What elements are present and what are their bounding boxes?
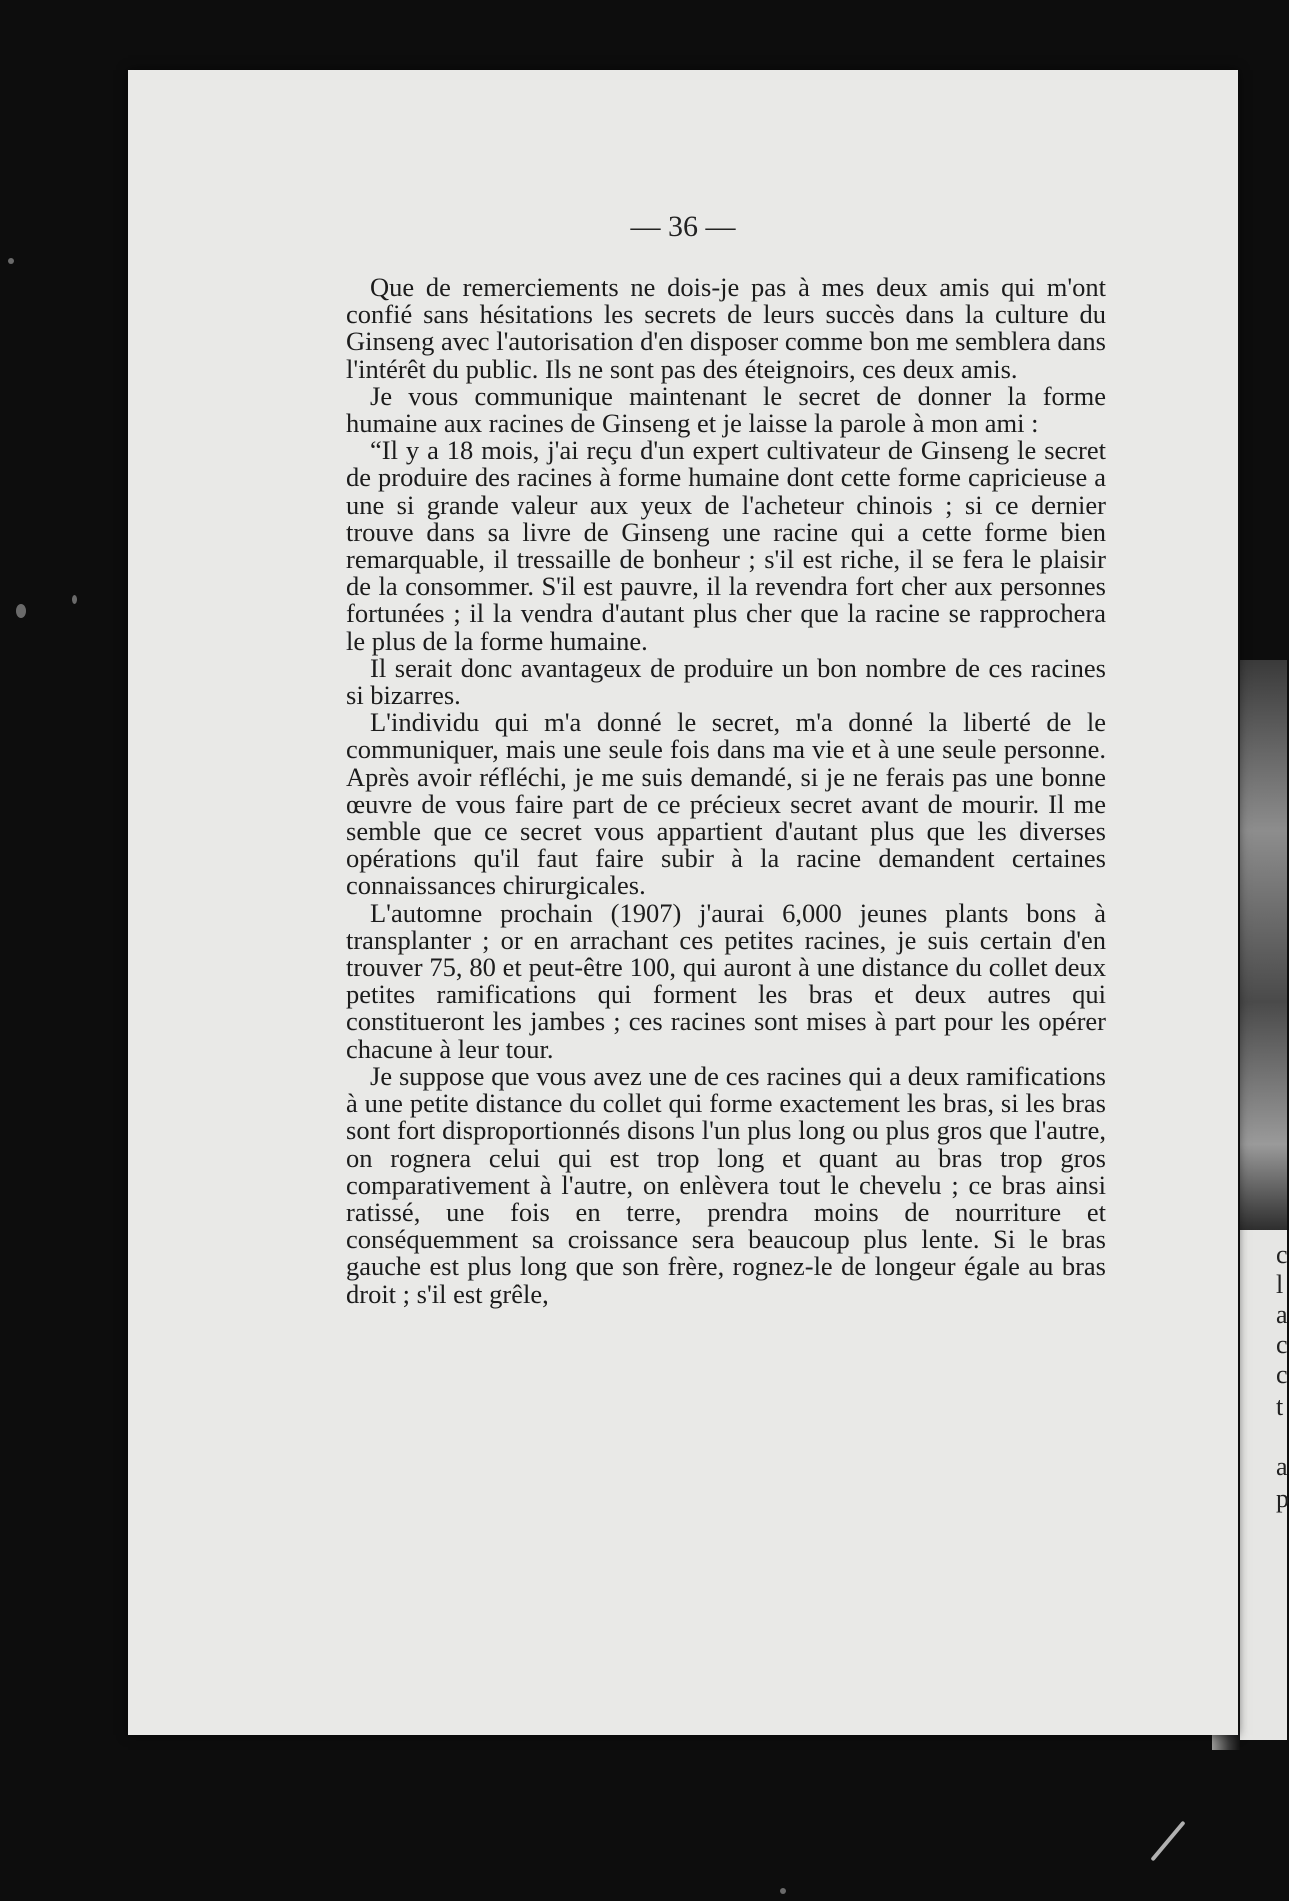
book-page — [128, 70, 1238, 1735]
scan-speck — [1150, 1821, 1185, 1862]
scan-speck — [780, 1888, 786, 1894]
adjacent-page-fragment: a — [1276, 1300, 1288, 1329]
paragraph: Je suppose que vous avez une de ces racines qui a deux ramifications à une petite distance du collet qui forme exactement les bras, si les bras sont fort disproportionnés disons l'un plus long ou plus gros que l'autre, on rognera celui qui est trop long et quant au bras trop gros comparativement à l'autre, on enlèvera tout le chevelu ; ce bras ainsi ratissé, une fois en terre, prendra moins de nourriture et conséquemment sa croissance sera beaucoup plus lente. Si le bras gauche est plus long que son frère, rognez-le de longeur égale au bras droit ; s'il est grêle, — [346, 1060, 1106, 1309]
paragraph: “Il y a 18 mois, j'ai reçu d'un expert cultivateur de Ginseng le secret de produire des racines à forme humaine dont cette forme capricieuse a une si grande valeur aux yeux de l'acheteur chinois ; si ce dernier trouve dans sa livre de Ginseng une racine qui a cette forme bien remarquable, il tressaille de bonheur ; s'il est riche, il se fera le plaisir de la consommer. S'il est pauvre, il la revendra fort cher aux personnes fortunées ; il la vendra d'autant plus cher que la racine se rapprochera le plus de la forme humaine. — [346, 435, 1106, 656]
scan-speck — [8, 258, 14, 264]
adjacent-page-fragment: c — [1276, 1330, 1288, 1359]
scan-speck — [16, 604, 26, 618]
paragraph: L'individu qui m'a donné le secret, m'a donné la liberté de le communiquer, mais une seule fois dans ma vie et à une seule personne. Après avoir réfléchi, je me suis demandé, si je ne ferais pas une bonne œuvre de vous faire part de ce précieux secret avant de mourir. Il me semble que ce secret vous appartient d'autant plus que les diverses opérations qu'il faut faire subir à la racine demandent certaines connaissances chirurgicales. — [346, 707, 1106, 901]
adjacent-page-fragment: p — [1276, 1484, 1289, 1513]
adjacent-page-fragment: a — [1276, 1452, 1288, 1481]
page-number: — 36 — — [630, 210, 736, 243]
adjacent-page-fragment: l — [1276, 1270, 1284, 1299]
body-text — [346, 274, 1106, 1308]
scan-speck — [72, 595, 77, 604]
paragraph: Il serait donc avantageux de produire un bon nombre de ces racines si bizarres. — [346, 652, 1106, 711]
adjacent-page-fragment: c — [1276, 1360, 1288, 1389]
paragraph: Que de remerciements ne dois-je pas à mes deux amis qui m'ont confié sans hésitations les secrets de leurs succès dans la culture du Ginseng avec l'autorisation d'en disposer comme bon me semblera dans l'intérêt du public. Ils ne sont pas des éteignoirs, ces deux amis. — [346, 272, 1106, 384]
paragraph: Je vous communique maintenant le secret de donner la forme humaine aux racines de Ginseng et je laisse la parole à mon ami : — [346, 380, 1106, 439]
adjacent-page-image-sliver — [1240, 660, 1287, 1230]
paragraph: L'automne prochain (1907) j'aurai 6,000 jeunes plants bons à transplanter ; or en arrachant ces petites racines, je suis certain d'en trouver 75, 80 et peut-être 100, qui auront à une distance du collet deux petites ramifications qui forment les bras et deux autres qui constitueront les jambes ; ces racines sont mises à part pour les opérer chacune à leur tour. — [346, 897, 1106, 1064]
adjacent-page-fragment: c — [1276, 1240, 1288, 1269]
adjacent-page-fragment: t — [1276, 1392, 1284, 1421]
